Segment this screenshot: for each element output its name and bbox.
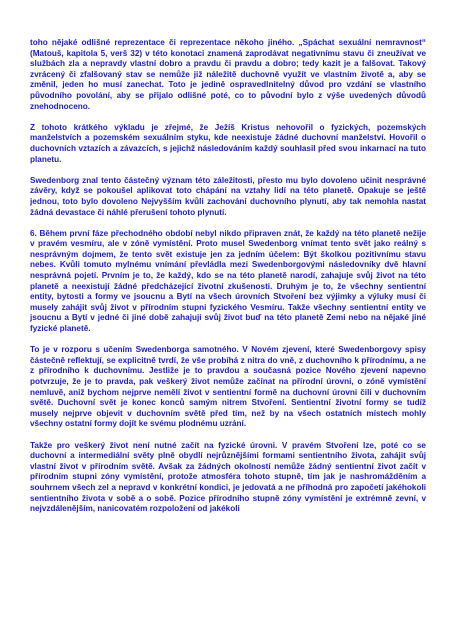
document-page [30, 38, 426, 515]
paragraph-5: To je v rozporu s učením Swedenborga samotného. V Novém zjevení, které Swedenborgovy spisy částečně reflektují, se explicitně tvrdí, že vše probíhá z nitra do vně, z duchovního k přírodnímu, a ne z přírodního k duchovnímu. Jestliže je to pravdou a současná pozice Nového zjevení napevno potvrzuje, že je to pravda, pak veškerý život nemůže začínat na přírodní úrovni, o zóně vymístění nemluvě, aniž bychom nejprve nemělí život v sentientní formě na duchovní úrovni čili v duchovním světě. Duchovní svět je konec konců samým nitrem Stvoření. Sentientní životní formy se tudíž musely nejprve objevit v duchovním světě před tím, než by na všech ostatních místech mohly všechny ostatní formy dojít ke svému plodnému uzrání. [30, 345, 426, 429]
paragraph-4: 6. Během první fáze přechodného období nebyl nikdo připraven znát, že každý na této planetě nežije v pravém vesmíru, ale v zóně vymístění. Proto musel Swedenborg vnímat tento svět jako reálný s nesprávným dojmem, že tento svět existuje jen za jedním účelem: Být školkou pozitivnímu stavu nebes. Kvůli tomuto mylnému vnímání převládla mezi Swedenborgovými následovníky dvě hlavní nesprávná pojetí. Prvním je to, že každý, kdo se na této planetě narodí, zahajuje svůj život na této planetě a neexistují žádné předcházející životní zkušenosti. Druhým je to, že všechny sentientní entity, bytosti a formy ve jsoucnu a Bytí na všech úrovních Stvoření bez výjimky a výluky musí či musely zahájit svůj život v přírodním stupni fyzického Vesmíru. Takže všechny sentientní entity ve jsoucnu a Bytí v jedné či jiné době zahajují svůj život buď na této planetě Zemi nebo na nějaké jiné fyzické planetě. [30, 228, 426, 334]
paragraph-2: Z tohoto krátkého výkladu je zřejmé, že Ježíš Kristus nehovořil o fyzických, pozemských manželstvích a pozemském sexuálním styku, kde neexistuje žádné duchovní manželství. Hovořil o duchovních vztazích a závazcích, s jejichž následováním každý souhlasil před svou inkarnací na tuto planetu. [30, 122, 426, 164]
paragraph-6: Takže pro veškerý život není nutné začít na fyzické úrovni. V pravém Stvoření lze, poté co se duchovní a intermediální světy plně obydlí nejrůznějšími formami sentientního života, zahájit svůj vlastní život v přírodním světě. Avšak za žádných okolností nemůže žádný sentientní život začít v přírodním stupni zóny vymístění, protože atmosféra tohoto stupně, tím jak je nashromážděním a souhrnem všech zel a nepravd v konkrétní kondici, je jedovatá a ne příhodná pro započetí jakéhokoli sentientního života v sobě a o sobě. Pozice přírodního stupně zóny vymístění je extrémně zevní, v nejvzdálenějším, nanicovatém rozpoložení od jakékoli [30, 440, 426, 514]
paragraph-1: toho nějaké odlišné reprezentace či reprezentace někoho jiného. „Spáchat sexuální nemravnost“ (Matouš, kapitola 5, verš 32) v této konotaci znamená zaprodávat negativnímu stavu či zneužívat ve službách zla a nepravdy vlastní dobro a pravdu či pravdu a dobro; tedy kazit je a falšovat. Takový zvrácený či zfalšovaný stav se nemůže již náležitě duchovně využít ve vlastním životě a, aby se změnil, jeden ho musí zanechat. Toto je jedině ospravedlnitelný důvod pro vzdání se vlastního původního povolání, aby se přijalo odlišné poté, co to původní bylo z výše uvedených důvodů znehodnoceno. [30, 38, 426, 111]
paragraph-3: Swedenborg znal tento částečný význam této záležitosti, přesto mu bylo dovoleno učinit nesprávné závěry, když se pokoušel aplikovat toto chápání na vztahy lidí na této planetě. Opakuje se ještě jednou, toto bylo dovoleno Nejvyšším kvůli zachování duchovního plynutí, aby tak nemohla nastat žádná devastace či náhlé přerušení tohoto plynutí. [30, 175, 426, 217]
